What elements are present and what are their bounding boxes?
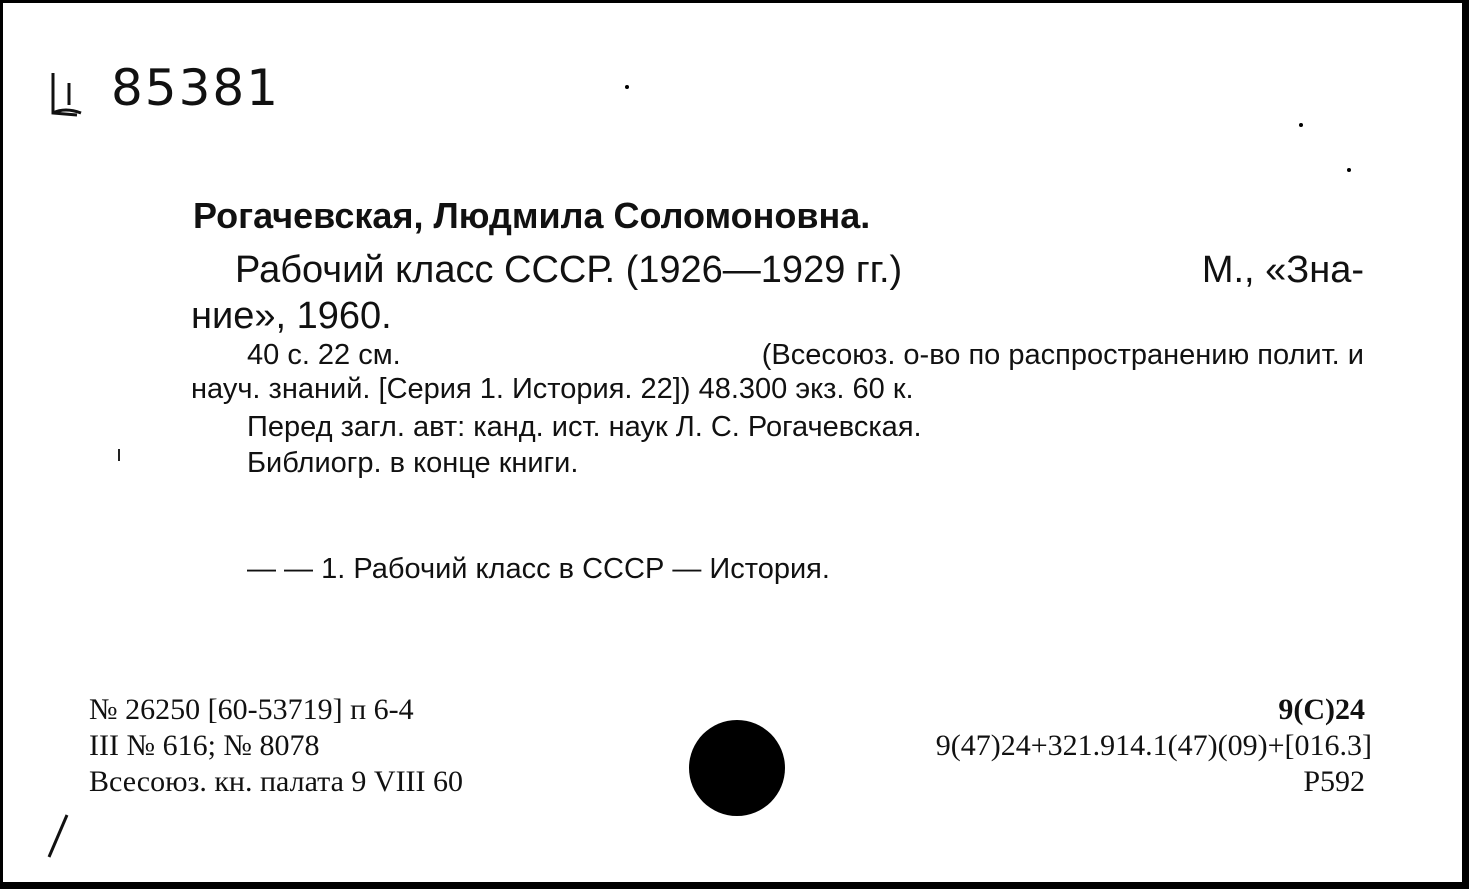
catalog-card [3,3,1462,882]
note-author-credentials: Перед загл. авт: канд. ист. наук Л. С. Рогачевская. [247,411,922,443]
author-heading: Рогачевская, Людмила Соломоновна. [193,195,871,236]
speck [625,85,629,89]
speck [1299,123,1303,127]
punch-hole [689,720,785,816]
subject-heading: — — 1. Рабочий класс в СССР — История. [247,553,830,585]
speck [118,449,120,461]
author-sign: Р592 [1303,765,1365,798]
classification-index: 9(С)24 [1278,693,1365,726]
imprint-line-1: М., «Зна- [1201,249,1364,291]
call-number: 85381 [111,59,281,117]
title-line-2: ние», 1960. [191,295,392,337]
chamber-date: Всесоюз. кн. палата 9 VIII 60 [89,765,464,798]
speck [1347,168,1351,172]
physical-description: 40 с. 22 см. [247,339,401,371]
registration-number: № 26250 [60-53719] п 6-4 [89,693,414,726]
handwritten-mark-icon [47,65,97,125]
note-bibliography: Библиогр. в конце книги. [247,447,579,479]
title-line-1: Рабочий класс СССР. (1926—1929 гг.) [235,249,903,291]
udc-index: 9(47)24+321.914.1(47)(09)+[016.3] [935,729,1372,762]
registration-number-2: III № 616; № 8078 [89,729,320,762]
series-statement: (Всесоюз. о-во по распространению полит. и [761,339,1364,371]
series-line-2: науч. знаний. [Серия 1. История. 22]) 48.300 экз. 60 к. [191,373,914,405]
slash-mark-icon [43,811,73,861]
